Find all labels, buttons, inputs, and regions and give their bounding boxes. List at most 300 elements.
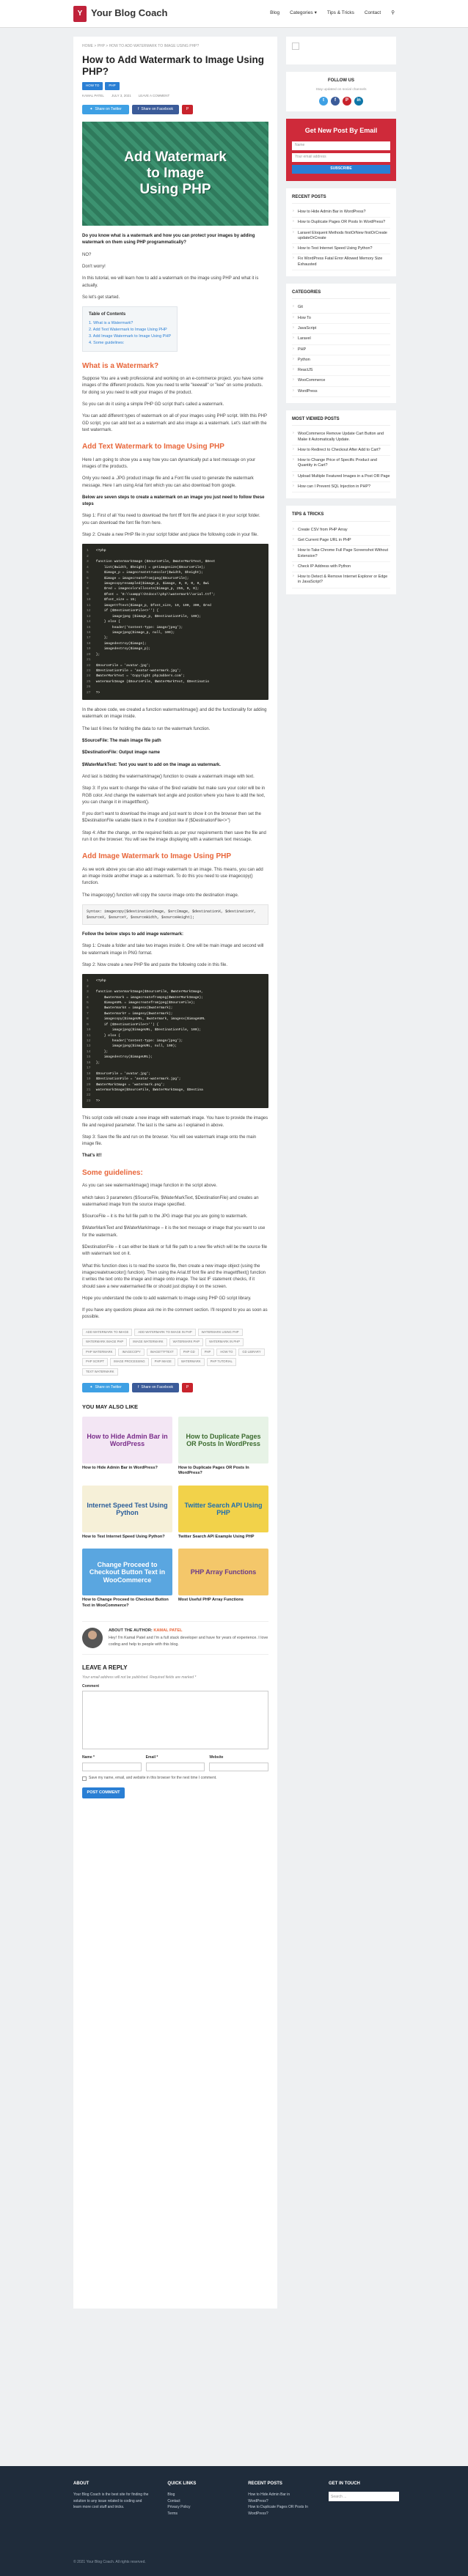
widget-title: TIPS & TRICKS [292, 512, 390, 521]
code-text: $SourceFile = 'avatar.jpg'; [94, 663, 151, 668]
code-text: }; [94, 1049, 109, 1054]
newsletter-widget [286, 119, 396, 181]
related-caption[interactable]: How to Change Proceed to Checkout Button Text in WooCommerce? [82, 1598, 169, 1609]
reply-title: LEAVE A REPLY [82, 1664, 128, 1671]
related-post[interactable] [82, 1417, 172, 1480]
post-tag[interactable]: IMAGETTFTEXT [147, 1348, 178, 1357]
section-heading: Some guidelines: [82, 1168, 143, 1177]
related-caption[interactable]: Most Useful PHP Array Functions [178, 1598, 244, 1603]
related-post[interactable] [178, 1549, 268, 1612]
paragraph: As you can see watermarkImage() image function in the script above. [82, 1184, 218, 1189]
paragraph: $WaterMarkText: Text you want to add on the image as watermark. [82, 762, 221, 767]
share-facebook-label: Share on Facebook [141, 1384, 174, 1390]
code-text: if ($DestinationFile<>'') { [94, 609, 159, 613]
author-name[interactable]: KAMAL PATEL [153, 1628, 183, 1633]
save-info-checkbox[interactable] [82, 1776, 87, 1781]
most-viewed-link[interactable]: › How to Change Price of Specific Product and Quantity in Cart? [292, 456, 390, 472]
code-line [87, 619, 264, 624]
paragraph: That's it!! [82, 1154, 102, 1159]
linkedin-icon[interactable]: in [354, 97, 363, 106]
paragraph: This script code will create a new image with watermark image. You have to provide the images file and required parameter. The last is the same as I explained in above. [82, 1116, 268, 1128]
code-text: imagejpeg($imageURL, null, 100); [94, 1044, 178, 1049]
paragraph: $SourceFile – it is the full file path to the JPG image that you are going to watermark. [82, 1214, 248, 1219]
share-bar-top [82, 105, 268, 114]
table-of-contents [82, 306, 178, 351]
line-number: 1 [87, 549, 89, 553]
category-list [292, 303, 390, 397]
paragraph: which takes 3 parameters ($SourceFile, $WaterMarkText, $DestinationFile) and creates an watermarked image from the source image specified. [82, 1195, 259, 1207]
site-header [0, 0, 468, 28]
code-text: imagettftext($image_p, $font_size, 10, 100, 300, $red [94, 603, 211, 608]
section-heading: Add Text Watermark to Image Using PHP [82, 443, 224, 451]
code-text: watermarkImage ($SourceFile, $WaterMarkText, $Destinatio [94, 679, 210, 684]
footer-link[interactable]: Terms [167, 2511, 178, 2516]
code-line [87, 690, 264, 695]
related-title: YOU MAY ALSO LIKE [82, 1403, 138, 1411]
share-facebook-button[interactable] [132, 105, 179, 114]
share-facebook-button[interactable] [132, 1383, 179, 1392]
code-line [87, 625, 264, 630]
line-number: 20 [87, 1082, 91, 1087]
website-label: Website [209, 1755, 224, 1760]
code-line [87, 673, 264, 679]
footer-recent-link[interactable]: How to Duplicate Pages OR Posts In WordPress? [248, 2505, 308, 2516]
code-text [94, 1093, 96, 1097]
code-text: }; [94, 652, 100, 657]
site-logo[interactable] [73, 6, 167, 22]
related-caption[interactable]: How to Hide Admin Bar in WordPress? [82, 1465, 158, 1470]
share-facebook-label: Share on Facebook [141, 106, 174, 111]
code-text: header('Content-Type: image/jpeg'); [94, 1039, 183, 1044]
share-twitter-button[interactable] [82, 105, 129, 114]
line-number: 21 [87, 1088, 91, 1092]
author-label: ABOUT THE AUTHOR: [109, 1628, 153, 1633]
code-text: imagedestroy($image_p); [94, 647, 151, 652]
pinterest-icon[interactable]: P [343, 97, 351, 106]
line-number: 5 [87, 571, 89, 575]
code-text [94, 658, 96, 662]
comment-label: Comment [82, 1683, 100, 1689]
post-tag[interactable]: PHP WATERMARK [82, 1348, 116, 1357]
line-number: 15 [87, 625, 91, 630]
line-number: 1 [87, 979, 89, 983]
related-thumbnail: Internet Speed Test Using Python [82, 1486, 172, 1532]
widget-title: MOST VIEWED POSTS [292, 416, 390, 426]
paragraph: NO? [82, 252, 92, 257]
line-number: 22 [87, 663, 91, 668]
website-field[interactable] [209, 1763, 268, 1771]
code-text: imagedestroy($imageURL); [94, 1055, 153, 1060]
widget-title: CATEGORIES [292, 289, 390, 299]
ad-widget [286, 37, 396, 64]
newsletter-name-input[interactable]: Name [292, 141, 390, 150]
post-meta [82, 94, 268, 99]
hero-line: Add Watermark [124, 150, 227, 166]
tip-link[interactable]: › How to Take Chrome Full Page Screenshot Without Extension? [292, 546, 390, 562]
tip-link[interactable]: › Get Current Page URL in PHP [292, 536, 390, 546]
tag-howto[interactable]: HOW TO [82, 82, 103, 90]
post-tag[interactable]: PHP GD [180, 1348, 199, 1357]
related-caption[interactable]: Twitter Search API Example Using PHP [178, 1534, 255, 1539]
code-text: }; [94, 1060, 100, 1065]
line-number: 13 [87, 1044, 91, 1049]
code-text: imagejpeg ($image_p, $DestinationFile, 100); [94, 614, 202, 619]
chevron-down-icon: ▾ [314, 10, 317, 16]
related-post[interactable] [178, 1486, 268, 1543]
tips-list [292, 525, 390, 588]
line-number: 7 [87, 1011, 89, 1016]
line-number: 3 [87, 560, 89, 564]
code-text: imagejpeg($imageURL, $DestinationFile, 100); [94, 1028, 202, 1033]
code-line [87, 679, 264, 684]
logo-badge: Y [73, 6, 87, 22]
category-link[interactable]: › WordPress [292, 387, 390, 397]
tip-link[interactable]: › How to Detect & Remove Internet Explorer or Edge in JavaScript? [292, 572, 390, 588]
paragraph: The imagecopy() function will copy the source image onto the destination image. [82, 893, 239, 898]
paragraph: If you don't want to download the image and just want to show it on the browser then set the $DestinationFile variable blank in the if condition like if ($DestinationFile<>'') [82, 812, 261, 824]
code-line [87, 548, 264, 553]
most-viewed-list [292, 429, 390, 492]
line-number: 5 [87, 1000, 89, 1005]
footer-search-input[interactable]: Search ... [329, 2492, 399, 2501]
sidebar [286, 37, 396, 602]
breadcrumb: HOME > PHP > HOW TO ADD WATERMARK TO IMAGE USING PHP? [82, 44, 200, 48]
line-number: 3 [87, 990, 89, 994]
paragraph: $WaterMarkText and $WaterMarkImage – it is the text message or image that you want to use for the watermark. [82, 1226, 266, 1238]
paragraph: In the above code, we created a function watermarkImage() and did the functionality for adding watermark on image inside. [82, 708, 267, 720]
code-line [87, 984, 264, 989]
category-link[interactable]: › ReactJS [292, 366, 390, 376]
nav-item-label: Categories [290, 10, 313, 16]
code-line [87, 635, 264, 641]
code-line [87, 614, 264, 619]
tag-php[interactable]: PHP [105, 82, 119, 90]
post-tag[interactable]: ADD WATERMARK TO IMAGE [82, 1329, 132, 1337]
nav-item-tips[interactable]: Tips & Tricks [326, 10, 354, 16]
paragraph: Here I am going to show you a way how you can dynamically put a text message on your images of the products. [82, 457, 256, 469]
line-number: 17 [87, 1066, 91, 1071]
code-text: $font = 'D:\\xampp\\htdocs\\php\\watermark\\arial.ttf'; [94, 592, 216, 597]
code-line [87, 978, 264, 983]
most-viewed-widget [286, 410, 396, 498]
post-comment-button[interactable]: POST COMMENT [82, 1787, 125, 1798]
site-name: Your Blog Coach [91, 7, 168, 19]
related-caption[interactable]: How to Duplicate Pages OR Posts In WordPress? [178, 1465, 249, 1476]
post-tag[interactable]: HOW TO [216, 1348, 236, 1357]
category-link[interactable]: › JavaScript [292, 324, 390, 334]
post-tag[interactable]: WATERMARK IN PHP [205, 1338, 244, 1346]
nav-item-categories[interactable] [290, 10, 317, 17]
category-link[interactable]: › Git [292, 303, 390, 313]
line-number: 11 [87, 1033, 91, 1038]
category-link[interactable]: › How To [292, 314, 390, 324]
newsletter-title: Get New Post By Email [304, 126, 378, 134]
paragraph: Step 4: After the change, on the required fields as per your requirements then save the file and run it on the browser. You will see the image displaying with a watermark text message. [82, 830, 266, 843]
line-number: 12 [87, 609, 91, 613]
code-line [87, 1033, 264, 1038]
hero-line: Using PHP [139, 181, 211, 197]
code-line [87, 570, 264, 575]
code-line [87, 1022, 264, 1027]
footer-link[interactable]: Privacy Policy [167, 2505, 191, 2510]
paragraph: Follow the below steps to add image watermark: [82, 932, 184, 937]
line-number: 20 [87, 652, 91, 657]
line-number: 15 [87, 1055, 91, 1060]
related-thumbnail: PHP Array Functions [178, 1549, 268, 1595]
line-number: 16 [87, 1060, 91, 1065]
recent-posts-widget [286, 188, 396, 276]
toc-item[interactable]: 1. What is a Watermark? [89, 321, 134, 326]
code-line [87, 995, 264, 1000]
related-thumbnail: How to Duplicate Pages OR Posts In WordPress [178, 1417, 268, 1464]
post-date: JULY 3, 2021 [111, 94, 131, 98]
avatar [82, 1628, 103, 1648]
code-line [87, 684, 264, 690]
line-number: 19 [87, 1077, 91, 1082]
code-block [82, 974, 268, 1108]
code-text [94, 985, 96, 989]
share-twitter-button[interactable] [82, 1383, 129, 1392]
footer-links-title: QUICK LINKS [167, 2481, 197, 2486]
footer-link[interactable]: Contact [167, 2498, 180, 2503]
facebook-icon: f [137, 1384, 139, 1390]
toc-item[interactable]: 2. Add Text Watermark to Image Using PHP [89, 328, 167, 333]
post-tag[interactable]: PHP SCRIPT [82, 1358, 108, 1366]
toc-item[interactable]: 4. Some guidelines: [89, 340, 125, 345]
paragraph: Step 1: First of all You need to download the font tff font file and place it in your script folder. you can download the font file from here. [82, 514, 260, 525]
main-nav [270, 10, 395, 17]
code-text: $watermarkX = imagesx($watermark); [94, 1006, 173, 1011]
line-number: 23 [87, 669, 91, 673]
code-line [87, 581, 264, 586]
categories-widget [286, 284, 396, 403]
code-line [87, 630, 264, 635]
share-twitter-label: Share on Twitter [95, 1384, 122, 1390]
recent-post-link[interactable]: › Fix WordPress Fatal Error Allowed Memory Size Exhausted [292, 254, 390, 270]
code-line [87, 1088, 264, 1093]
paragraph: Step 2: Create a new PHP file in your script folder and place the following code in your file. [82, 533, 259, 538]
related-post[interactable] [178, 1417, 268, 1480]
paragraph: Step 3: Save the file and run on the browser. You will see watermark image onto the main image file. [82, 1134, 257, 1147]
related-thumbnail: How to Hide Admin Bar in WordPress [82, 1417, 172, 1464]
twitter-icon: ✦ [89, 1384, 93, 1390]
code-line [87, 1038, 264, 1044]
code-text: <?php [94, 979, 106, 983]
line-number: 19 [87, 647, 91, 652]
code-text: if ($DestinationFile<>'') { [94, 1022, 159, 1027]
section-heading: What is a Watermark? [82, 361, 159, 370]
page-title: How to Add Watermark to Image Using PHP? [82, 53, 265, 77]
line-number: 9 [87, 1022, 89, 1027]
footer-link[interactable]: Blog [167, 2492, 175, 2498]
code-line [87, 1016, 264, 1022]
code-line [87, 668, 264, 673]
paragraph: As we work above you can also add image watermark to an image. This means, you can add an image inside another image as a watermark. To do this you need to use imagecopy() function. [82, 867, 263, 886]
post-tag[interactable]: PHP IMAGE [151, 1358, 175, 1366]
post-tag[interactable]: IMAGECOPY [118, 1348, 144, 1357]
most-viewed-link[interactable]: › WooCommerce Remove Update Cart Button and Make it Automatically Update. [292, 429, 390, 446]
paragraph: Step 3: If you want to change the value of the $red variable but make sure your color will be in RGB color. And change the watermark text angle and position where you have to add the text, you can change it in imagettftext(). [82, 786, 266, 805]
code-text: watermarkImage($SourceFile, $WaterMarkImage, $Destina [94, 1088, 203, 1092]
code-text: $WaterMarkText = 'Copyright phpJabbers.com'; [94, 674, 186, 679]
email-label: Email * [145, 1755, 158, 1760]
post-tags [82, 1329, 268, 1376]
code-line [87, 592, 264, 597]
line-number: 2 [87, 984, 89, 989]
code-text: $DestinationFile = 'avatar-watermark.jpg'; [94, 669, 181, 673]
post-tag[interactable]: WATERMARK IMAGE PHP [82, 1338, 127, 1346]
category-link[interactable]: › Laravel [292, 334, 390, 344]
share-bar-bottom [82, 1383, 268, 1392]
most-viewed-link[interactable]: › Upload Multiple Featured Images in a Post OR Page [292, 472, 390, 482]
line-number: 10 [87, 1028, 91, 1033]
widget-title: RECENT POSTS [292, 194, 390, 204]
most-viewed-link[interactable]: › How to Redirect to Checkout After Add to Cart? [292, 446, 390, 456]
category-link[interactable]: › WooCommerce [292, 376, 390, 386]
code-line [87, 1077, 264, 1082]
related-caption[interactable]: How to Test Internet Speed Using Python? [82, 1534, 165, 1539]
post-tag[interactable]: WATERMARK PHP [169, 1338, 204, 1346]
code-line [87, 1082, 264, 1088]
footer-about-text: Your Blog Coach is the best site for finding the solution to any issue related to coding and learn more cool stuff and tricks. [73, 2492, 149, 2510]
footer-recent-link[interactable]: How to Hide Admin Bar in WordPress? [248, 2492, 290, 2503]
code-text: header('Content-Type: image/jpeg'); [94, 625, 183, 630]
follow-widget [286, 72, 396, 111]
paragraph: Don't worry! [82, 264, 106, 269]
line-number: 27 [87, 690, 91, 695]
post-author[interactable]: KAMAL PATEL [82, 94, 104, 98]
follow-title: FOLLOW US [328, 78, 354, 83]
toc-title: Table of Contents [89, 312, 126, 317]
line-number: 16 [87, 630, 91, 635]
category-link[interactable]: › PHP [292, 345, 390, 355]
code-line [87, 641, 264, 646]
twitter-icon[interactable]: t [319, 97, 328, 106]
related-post[interactable] [82, 1486, 172, 1543]
facebook-icon[interactable]: f [331, 97, 340, 106]
paragraph: Suppose You are a web professional and working on an e-commerce project. you have some images of the different products. Now you need to write "keewall" or "kee" on some products. for doing so you need to edit your images of the product. [82, 377, 263, 395]
most-viewed-link[interactable]: › How can I Prevent SQL Injection in PHP? [292, 482, 390, 492]
code-line [87, 576, 264, 581]
search-icon[interactable]: ⚲ [391, 10, 395, 16]
share-pinterest-button[interactable]: P [182, 105, 193, 114]
email-field[interactable] [146, 1763, 205, 1771]
paragraph: You can add different types of watermark on all of your images using PHP script. With this PHP GD script, you can add text as a watermark and also image as a watermark. Let's start with the text watermark. [82, 414, 267, 432]
author-bio: Hey! I'm Kamal Patel and I'm a full stack developer and have for years of experience. I love coding and help to people with this blog. [109, 1636, 268, 1647]
code-text: imagecopyresampled($image_p, $image, 0, 0, 0, 0, $wi [94, 582, 210, 586]
post-tag[interactable]: WATERMARK [178, 1358, 205, 1366]
save-info-label: Save my name, email, and website in this browser for the next time I comment. [89, 1776, 217, 1781]
line-number: 18 [87, 641, 91, 646]
author-box [82, 1621, 268, 1655]
related-posts [82, 1417, 268, 1612]
line-number: 2 [87, 554, 89, 558]
newsletter-email-input[interactable]: Your email address [292, 153, 390, 162]
comment-form [82, 1664, 268, 1798]
paragraph: Below are seven steps to create a watermark on an image you just need to follow these steps [82, 495, 265, 507]
line-number: 8 [87, 587, 89, 591]
paragraph: Only you need a .JPG product image file and a Font file used to generate the watermark message. Here I am using Arial font which you can also download from google. [82, 476, 254, 488]
recent-post-link[interactable]: › Laravel Eloquent Methods firstOrNew firstOrCreate updateOrCreate [292, 229, 390, 245]
line-number: 26 [87, 685, 91, 690]
code-line [87, 1011, 264, 1016]
section-heading: Add Image Watermark to Image Using PHP [82, 852, 232, 861]
footer-about-title: ABOUT [73, 2481, 89, 2486]
post-tag[interactable]: IMAGE WATERMARK [129, 1338, 167, 1346]
code-line [87, 1044, 264, 1049]
line-number: 7 [87, 582, 89, 586]
name-field[interactable] [82, 1763, 142, 1771]
article [73, 37, 277, 2309]
code-text: ?> [94, 1099, 100, 1103]
code-block [82, 544, 268, 700]
paragraph: Do you know what is a watermark and how you can protect your images by adding watermark on them using PHP programmatically? [82, 234, 255, 246]
code-line [87, 608, 264, 613]
footer-recent-title: RECENT POSTS [248, 2481, 282, 2486]
code-line [87, 989, 264, 994]
code-line [87, 1049, 264, 1055]
comment-textarea[interactable] [82, 1691, 268, 1749]
post-tag[interactable]: WATERMARK USING PHP [198, 1329, 243, 1337]
post-tag[interactable]: PHP [201, 1348, 215, 1357]
paragraph: $DestinationFile – it can either be blank or full file path to a new file which will be the source file with watermark text on it. [82, 1245, 268, 1257]
subscribe-button[interactable]: SUBSCRIBE [292, 165, 390, 174]
nav-item-blog[interactable]: Blog [270, 10, 280, 16]
leave-comment-link[interactable]: LEAVE A COMMENT [138, 94, 170, 98]
recent-post-link[interactable]: › How to Hide Admin Bar in WordPress? [292, 207, 390, 218]
paragraph: Hope you understand the code to add watermark to image using PHP GD script library. [82, 1296, 252, 1301]
post-tag[interactable]: IMAGE PROCESSING [110, 1358, 149, 1366]
code-text: imagecopy($imageURL, $watermark, imagesx($imageURL [94, 1017, 205, 1022]
recent-post-link[interactable]: › How to Duplicate Pages OR Posts In WordPress? [292, 218, 390, 228]
share-pinterest-button[interactable]: P [182, 1383, 193, 1392]
copyright: © 2021 Your Blog Coach. All rights reserved. [73, 2560, 146, 2565]
code-line [87, 554, 264, 559]
line-number: 4 [87, 995, 89, 1000]
tip-link[interactable]: › Create CSV from PHP Array [292, 525, 390, 536]
related-thumbnail: Change Proceed to Checkout Button Text in WooCommerce [82, 1549, 172, 1595]
category-link[interactable]: › Python [292, 355, 390, 366]
recent-post-link[interactable]: › How to Test Internet Speed Using Python? [292, 244, 390, 254]
recent-list [292, 207, 390, 270]
line-number: 6 [87, 1006, 89, 1011]
line-number: 23 [87, 1099, 91, 1103]
related-post[interactable] [82, 1549, 172, 1612]
code-text: } else { [94, 620, 120, 624]
code-line [87, 1093, 264, 1098]
line-number: 18 [87, 1071, 91, 1076]
post-tag[interactable]: ADD WATERMARK TO IMAGE IN PHP [134, 1329, 195, 1337]
paragraph: Step 2: Now create a new PHP file and paste the following code in this file. [82, 962, 228, 967]
line-number: 12 [87, 1039, 91, 1044]
tip-link[interactable]: › Check IP Address with Python [292, 562, 390, 572]
code-text: list($width, $height) = getimagesize($SourceFile); [94, 565, 205, 569]
toc-item[interactable]: 3. Add Image Watermark to Image Using PHP [89, 334, 171, 339]
line-number: 4 [87, 565, 89, 569]
code-text: $red = imagecolorallocate($image_p, 255, 0, 0); [94, 587, 200, 591]
code-line [87, 646, 264, 652]
post-tag[interactable]: GD LIBRARY [238, 1348, 264, 1357]
line-number: 21 [87, 658, 91, 663]
post-tag[interactable]: PHP TUTORIAL [207, 1358, 236, 1366]
footer-search-title: GET IN TOUCH [329, 2481, 360, 2486]
facebook-icon: f [137, 106, 139, 111]
code-text: $watermark = imagecreatefrompng($WaterMarkImage); [94, 995, 203, 1000]
code-line [87, 652, 264, 657]
nav-item-contact[interactable]: Contact [364, 10, 381, 16]
post-tag[interactable]: TEXT WATERMARK [82, 1368, 118, 1376]
paragraph: If you have any questions please ask me in the comment section. I'll respond to you as soon as possible. [82, 1308, 268, 1320]
